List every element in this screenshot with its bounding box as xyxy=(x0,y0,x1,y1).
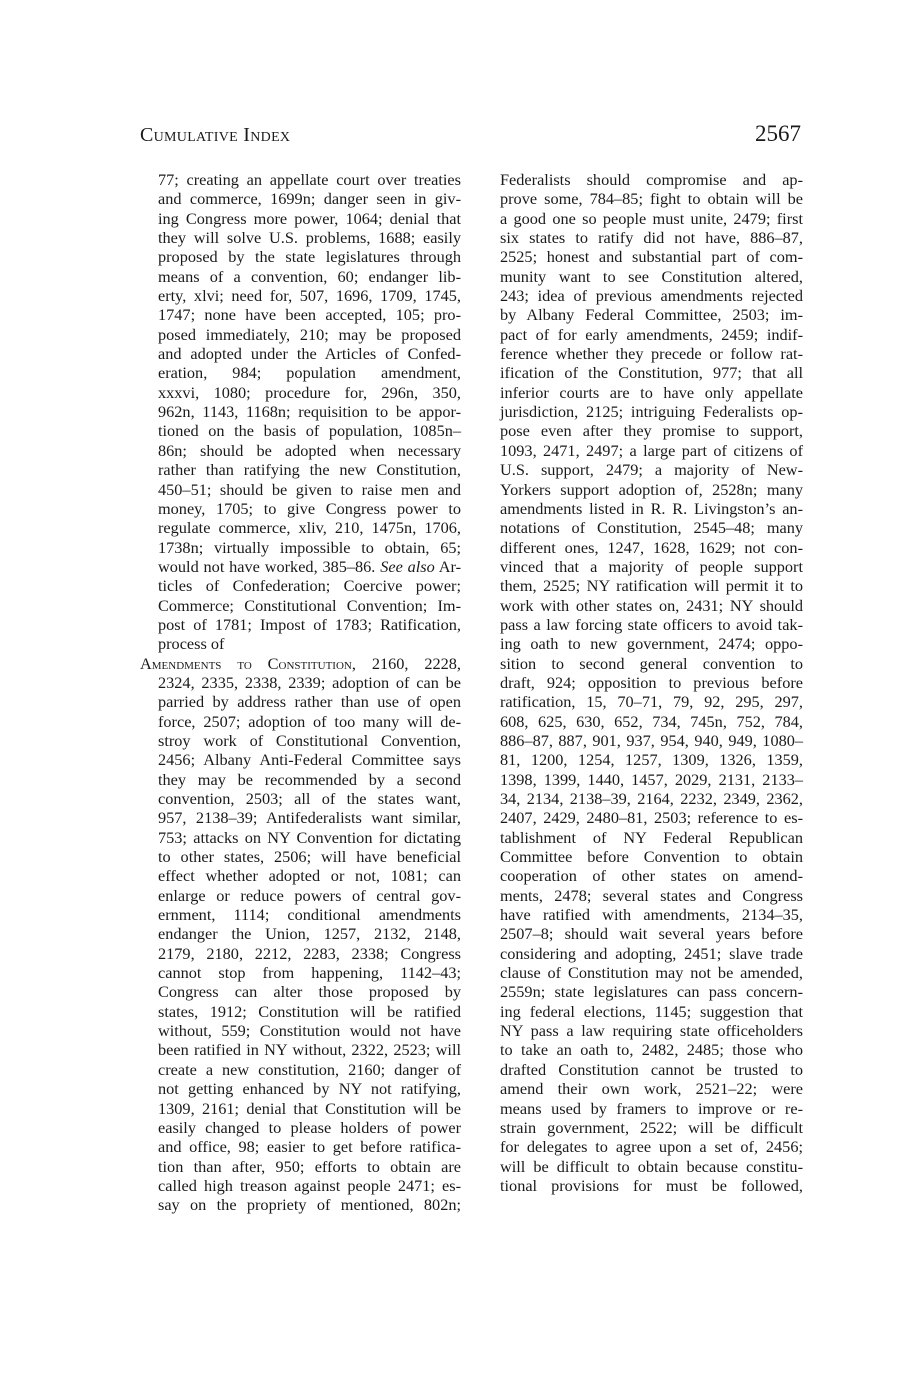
index-line: endanger the Union, 1257, 2132, 2148, xyxy=(158,924,461,944)
index-line: xxxvi, 1080; procedure for, 296n, 350, xyxy=(158,382,461,402)
index-line: eration, 984; population amendment, xyxy=(158,363,461,383)
index-line: 1093, 2471, 2497; a large part of citizens of xyxy=(500,440,803,460)
index-entry-heading-line xyxy=(140,654,461,673)
index-line: 2324, 2335, 2338, 2339; adoption of can be xyxy=(158,672,461,692)
index-line: say on the propriety of mentioned, 802n; xyxy=(158,1195,461,1215)
index-line: 1738n; virtually impossible to obtain, 65; xyxy=(158,537,461,557)
index-line: and office, 98; easier to get before ratifica- xyxy=(158,1137,461,1157)
see-also-label: See also xyxy=(380,556,435,576)
index-line: without, 559; Constitution would not have xyxy=(158,1021,461,1041)
index-line: tablishment of NY Federal Republican xyxy=(500,827,803,847)
index-line: drafted Constitution cannot be trusted to xyxy=(500,1059,803,1079)
index-line: U.S. support, 2479; a majority of New- xyxy=(500,460,803,480)
index-line: convention, 2503; all of the states want, xyxy=(158,789,461,808)
index-line: process of xyxy=(158,634,225,654)
index-line: work with other states on, 2431; NY should xyxy=(500,595,803,615)
index-line: proposed by the state legislatures through xyxy=(158,247,461,267)
index-line-see-also xyxy=(158,557,461,576)
index-line: Committee before Convention to obtain xyxy=(500,847,803,867)
index-line: different ones, 1247, 1628, 1629; not con- xyxy=(500,537,803,557)
index-line: pass a law forcing state officers to avoid tak- xyxy=(500,614,803,634)
index-line: cooperation of other states on amend- xyxy=(500,866,803,886)
index-line: 1398, 1399, 1440, 1457, 2029, 2131, 2133– xyxy=(500,769,803,789)
index-line: pact of for early amendments, 2459; indif- xyxy=(500,324,803,344)
index-line: 886–87, 887, 901, 937, 954, 940, 949, 1080– xyxy=(500,730,803,750)
index-line: 2507–8; should wait several years before xyxy=(500,924,803,944)
index-line: jurisdiction, 2125; intriguing Federalists op- xyxy=(500,402,803,422)
index-line: 962n, 1143, 1168n; requisition to be appor- xyxy=(158,402,461,422)
index-line: ing federal elections, 1145; suggestion that xyxy=(500,1001,803,1021)
index-line: erty, xlvi; need for, 507, 1696, 1709, 1745, xyxy=(158,286,461,306)
index-line: enlarge or reduce powers of central gov- xyxy=(158,885,461,905)
index-line: tion than after, 950; efforts to obtain are xyxy=(158,1156,461,1176)
index-column-right xyxy=(500,170,803,1195)
index-line: 753; attacks on NY Convention for dictating xyxy=(158,827,461,847)
index-line: they will solve U.S. problems, 1688; easily xyxy=(158,228,461,248)
see-also-prefix: would not have worked, 385–86. xyxy=(158,556,381,576)
index-line: prove some, 784–85; fight to obtain will be xyxy=(500,189,803,209)
index-line: parried by address rather than use of open xyxy=(158,692,461,712)
index-line: inferior courts are to have only appellate xyxy=(500,382,803,402)
index-line: means used by framers to improve or re- xyxy=(500,1098,803,1118)
index-line: and commerce, 1699n; danger seen in giv- xyxy=(158,189,461,209)
index-line: Commerce; Constitutional Convention; Im- xyxy=(158,595,461,615)
index-line: create a new constitution, 2160; danger of xyxy=(158,1059,461,1079)
index-line: not getting enhanced by NY not ratifying, xyxy=(158,1079,461,1099)
index-line: rather than ratifying the new Constitution, xyxy=(158,460,461,480)
index-line: Yorkers support adoption of, 2528n; many xyxy=(500,479,803,499)
index-entry-heading: Amendments to Constitution, xyxy=(140,653,356,673)
index-line: pose even after they promise to support, xyxy=(500,421,803,441)
index-line: for delegates to agree upon a set of, 2456; xyxy=(500,1137,803,1157)
index-line: 86n; should be adopted when necessary xyxy=(158,440,461,460)
index-line: 450–51; should be given to raise men and xyxy=(158,479,461,499)
index-line: will be difficult to obtain because constitu- xyxy=(500,1156,803,1176)
index-line: 2179, 2180, 2212, 2283, 2338; Congress xyxy=(158,943,461,963)
index-line: called high treason against people 2471; es- xyxy=(158,1175,461,1195)
index-line: 77; creating an appellate court over treaties xyxy=(158,170,461,189)
index-line: 2407, 2429, 2480–81, 2503; reference to es- xyxy=(500,808,803,828)
index-line: money, 1705; to give Congress power to xyxy=(158,498,461,518)
see-also-suffix: Ar- xyxy=(434,556,462,576)
index-line: ing oath to new government, 2474; oppo- xyxy=(500,634,803,654)
index-column-left xyxy=(140,170,462,1215)
index-line: 2456; Albany Anti-Federal Committee says xyxy=(158,750,461,770)
index-line: been ratified in NY without, 2322, 2523; will xyxy=(158,1040,461,1060)
index-line: considering and adopting, 2451; slave trade xyxy=(500,943,803,963)
index-line: NY pass a law requiring state officeholders xyxy=(500,1021,803,1041)
index-line: six states to ratify did not have, 886–87, xyxy=(500,228,803,248)
index-line: 2525; honest and substantial part of com- xyxy=(500,247,803,267)
index-line: ference whether they precede or follow rat- xyxy=(500,344,803,364)
index-line: they may be recommended by a second xyxy=(158,769,461,789)
index-line: cannot stop from happening, 1142–43; xyxy=(158,963,461,983)
index-line: to other states, 2506; will have beneficial xyxy=(158,847,461,867)
index-line: amendments listed in R. R. Livingston’s an- xyxy=(500,498,803,518)
index-line: strain government, 2522; will be difficult xyxy=(500,1117,803,1137)
index-line: ernment, 1114; conditional amendments xyxy=(158,905,461,925)
index-line: states, 1912; Constitution will be ratified xyxy=(158,1001,461,1021)
index-line: 608, 625, 630, 652, 734, 745n, 752, 784, xyxy=(500,711,803,731)
index-line: stroy work of Constitutional Convention, xyxy=(158,730,461,750)
index-line: posed immediately, 210; may be proposed xyxy=(158,324,461,344)
index-line: 34, 2134, 2138–39, 2164, 2232, 2349, 2362, xyxy=(500,789,803,808)
index-line: and adopted under the Articles of Confed- xyxy=(158,344,461,364)
index-line: effect whether adopted or not, 1081; can xyxy=(158,866,461,886)
index-line: 243; idea of previous amendments rejected xyxy=(500,286,803,306)
index-line: force, 2507; adoption of too many will de- xyxy=(158,711,461,731)
page-number: 2567 xyxy=(755,121,801,146)
index-line: sition to second general convention to xyxy=(500,653,803,673)
index-line: Federalists should compromise and ap- xyxy=(500,170,803,189)
index-line: notations of Constitution, 2545–48; many xyxy=(500,518,803,538)
index-line: tioned on the basis of population, 1085n– xyxy=(158,421,461,441)
index-line: regulate commerce, xliv, 210, 1475n, 1706, xyxy=(158,518,461,538)
index-line: them, 2525; NY ratification will permit it to xyxy=(500,576,803,596)
index-line: tional provisions for must be followed, xyxy=(500,1175,803,1195)
index-line: Congress can alter those proposed by xyxy=(158,982,461,1002)
index-line: 81, 1200, 1254, 1257, 1309, 1326, 1359, xyxy=(500,750,803,770)
index-line: ification of the Constitution, 977; that all xyxy=(500,363,803,383)
index-line: ing Congress more power, 1064; denial that xyxy=(158,208,461,228)
running-header-title: Cumulative Index xyxy=(140,124,291,146)
index-line: 1309, 2161; denial that Constitution will be xyxy=(158,1098,461,1118)
index-line: draft, 924; opposition to previous before xyxy=(500,672,803,692)
index-line: clause of Constitution may not be amended, xyxy=(500,963,803,983)
index-line: 1747; none have been accepted, 105; pro- xyxy=(158,305,461,325)
index-line: have ratified with amendments, 2134–35, xyxy=(500,905,803,925)
index-line: vinced that a majority of people support xyxy=(500,556,803,576)
index-line: means of a convention, 60; endanger lib- xyxy=(158,266,461,286)
index-line: easily changed to please holders of power xyxy=(158,1117,461,1137)
index-line: 2559n; state legislatures can pass concern- xyxy=(500,982,803,1002)
index-line: 957, 2138–39; Antifederalists want similar, xyxy=(158,808,461,828)
index-line: ticles of Confederation; Coercive power; xyxy=(158,576,461,596)
index-line: ments, 2478; several states and Congress xyxy=(500,885,803,905)
index-line: post of 1781; Impost of 1783; Ratification, xyxy=(158,614,461,634)
index-line: by Albany Federal Committee, 2503; im- xyxy=(500,305,803,325)
index-line: ratification, 15, 70–71, 79, 92, 295, 297, xyxy=(500,692,803,712)
index-line: to take an oath to, 2482, 2485; those who xyxy=(500,1040,803,1060)
index-line: munity want to see Constitution altered, xyxy=(500,266,803,286)
index-line: amend their own work, 2521–22; were xyxy=(500,1079,803,1099)
index-line: a good one so people must unite, 2479; first xyxy=(500,208,803,228)
index-entry-pages: 2160, 2228, xyxy=(355,653,461,673)
